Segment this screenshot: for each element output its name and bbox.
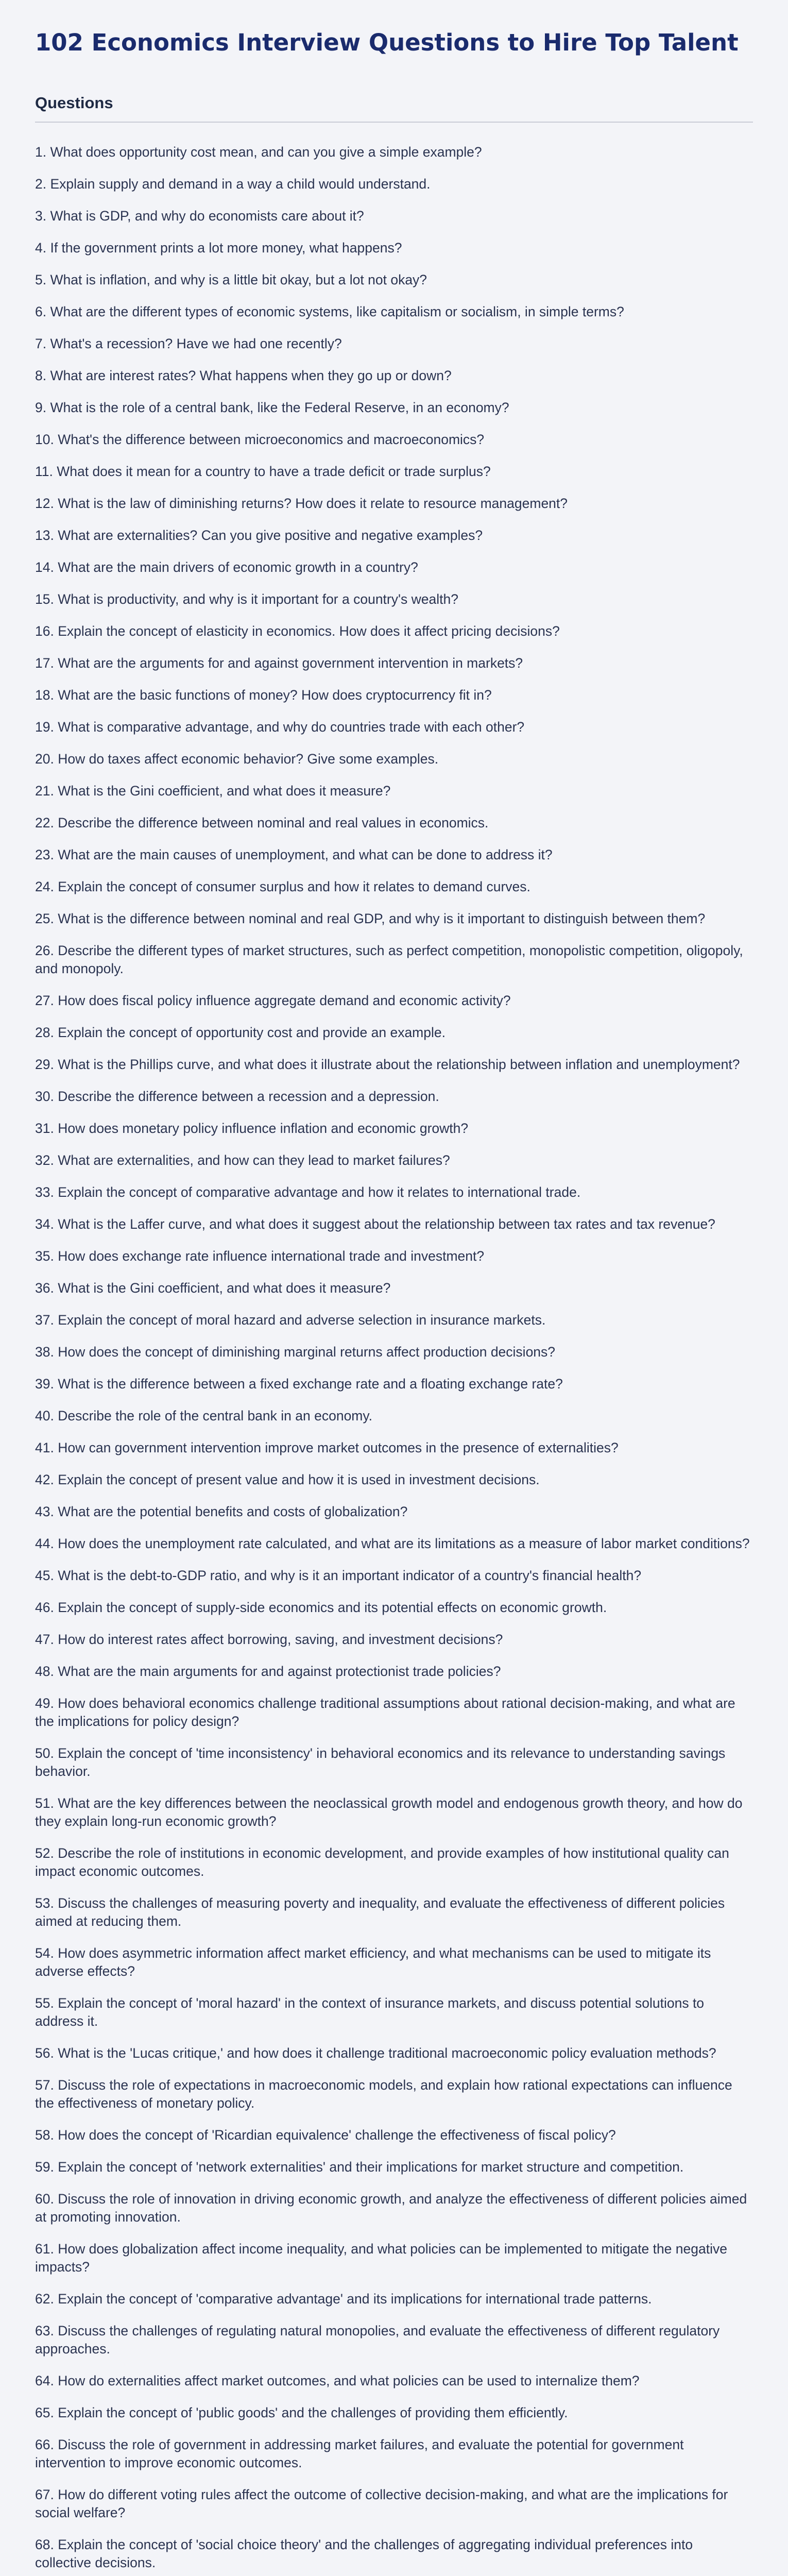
question-item: 33. Explain the concept of comparative advantage and how it relates to international trade. bbox=[35, 1184, 581, 1200]
question-item: 38. How does the concept of diminishing marginal returns affect production decisions? bbox=[35, 1344, 556, 1360]
question-item: 9. What is the role of a central bank, like the Federal Reserve, in an economy? bbox=[35, 400, 509, 415]
question-item: 66. Discuss the role of government in addressing market failures, and evaluate the potential for government intervention to improve economic outcomes. bbox=[35, 2437, 684, 2470]
question-item: 11. What does it mean for a country to have a trade deficit or trade surplus? bbox=[35, 464, 491, 479]
question-item: 7. What's a recession? Have we had one recently? bbox=[35, 336, 342, 351]
question-item: 30. Describe the difference between a recession and a depression. bbox=[35, 1089, 439, 1104]
page-title: 102 Economics Interview Questions to Hire Top Talent bbox=[35, 29, 739, 56]
question-item: 25. What is the difference between nominal and real GDP, and why is it important to distinguish between them? bbox=[35, 911, 706, 926]
question-item: 34. What is the Laffer curve, and what does it suggest about the relationship between tax rates and tax revenue? bbox=[35, 1216, 715, 1232]
question-item: 61. How does globalization affect income inequality, and what policies can be implemented to mitigate the negative impacts? bbox=[35, 2241, 727, 2275]
question-list bbox=[35, 143, 753, 2576]
question-item: 28. Explain the concept of opportunity cost and provide an example. bbox=[35, 1025, 446, 1040]
question-item: 14. What are the main drivers of economic growth in a country? bbox=[35, 560, 418, 575]
question-item: 67. How do different voting rules affect the outcome of collective decision-making, and what are the implications for social welfare? bbox=[35, 2487, 728, 2520]
question-item: 32. What are externalities, and how can they lead to market failures? bbox=[35, 1153, 450, 1168]
question-item: 6. What are the different types of economic systems, like capitalism or socialism, in simple terms? bbox=[35, 304, 624, 319]
question-item: 49. How does behavioral economics challenge traditional assumptions about rational decision-making, and what are the implications for policy design? bbox=[35, 1696, 735, 1729]
question-item: 58. How does the concept of 'Ricardian equivalence' challenge the effectiveness of fiscal policy? bbox=[35, 2127, 616, 2143]
question-item: 60. Discuss the role of innovation in driving economic growth, and analyze the effectiveness of different policies aimed at promoting innovation. bbox=[35, 2191, 747, 2225]
question-item: 39. What is the difference between a fixed exchange rate and a floating exchange rate? bbox=[35, 1376, 563, 1392]
question-item: 68. Explain the concept of 'social choice theory' and the challenges of aggregating individual preferences into collective decisions. bbox=[35, 2537, 693, 2570]
question-item: 40. Describe the role of the central bank in an economy. bbox=[35, 1408, 373, 1423]
question-item: 8. What are interest rates? What happens when they go up or down? bbox=[35, 368, 452, 383]
question-item: 31. How does monetary policy influence inflation and economic growth? bbox=[35, 1121, 469, 1136]
question-item: 24. Explain the concept of consumer surplus and how it relates to demand curves. bbox=[35, 879, 530, 894]
question-item: 44. How does the unemployment rate calculated, and what are its limitations as a measure of labor market conditions? bbox=[35, 1536, 750, 1551]
question-item: 16. Explain the concept of elasticity in economics. How does it affect pricing decisions? bbox=[35, 623, 560, 639]
question-item: 29. What is the Phillips curve, and what does it illustrate about the relationship between inflation and unemployment? bbox=[35, 1057, 740, 1072]
question-item: 42. Explain the concept of present value and how it is used in investment decisions. bbox=[35, 1472, 540, 1487]
question-item: 19. What is comparative advantage, and why do countries trade with each other? bbox=[35, 719, 525, 735]
question-item: 22. Describe the difference between nominal and real values in economics. bbox=[35, 815, 489, 831]
question-item: 64. How do externalities affect market outcomes, and what policies can be used to internalize them? bbox=[35, 2373, 640, 2388]
question-item: 17. What are the arguments for and against government intervention in markets? bbox=[35, 655, 523, 671]
question-item: 13. What are externalities? Can you give positive and negative examples? bbox=[35, 528, 483, 543]
question-item: 53. Discuss the challenges of measuring poverty and inequality, and evaluate the effectiveness of different policies aimed at reducing them. bbox=[35, 1895, 725, 1929]
question-item: 3. What is GDP, and why do economists care about it? bbox=[35, 208, 364, 224]
question-item: 37. Explain the concept of moral hazard and adverse selection in insurance markets. bbox=[35, 1312, 546, 1328]
question-item: 23. What are the main causes of unemployment, and what can be done to address it? bbox=[35, 847, 553, 862]
question-item: 4. If the government prints a lot more money, what happens? bbox=[35, 240, 402, 256]
question-item: 18. What are the basic functions of money? How does cryptocurrency fit in? bbox=[35, 687, 492, 703]
question-item: 20. How do taxes affect economic behavior? Give some examples. bbox=[35, 751, 439, 767]
question-item: 46. Explain the concept of supply-side economics and its potential effects on economic growth. bbox=[35, 1600, 607, 1615]
question-item: 10. What's the difference between microeconomics and macroeconomics? bbox=[35, 432, 485, 447]
section-heading: Questions bbox=[35, 94, 753, 123]
question-item: 59. Explain the concept of 'network externalities' and their implications for market structure and competition. bbox=[35, 2159, 684, 2175]
question-item: 54. How does asymmetric information affect market efficiency, and what mechanisms can be used to mitigate its adverse effects? bbox=[35, 1945, 711, 1979]
question-item: 26. Describe the different types of market structures, such as perfect competition, monopolistic competition, oligopoly, and monopoly. bbox=[35, 943, 743, 976]
question-item: 47. How do interest rates affect borrowing, saving, and investment decisions? bbox=[35, 1632, 503, 1647]
question-item: 52. Describe the role of institutions in economic development, and provide examples of how institutional quality can impact economic outcomes. bbox=[35, 1845, 729, 1879]
question-item: 43. What are the potential benefits and costs of globalization? bbox=[35, 1504, 408, 1519]
question-item: 2. Explain supply and demand in a way a child would understand. bbox=[35, 176, 431, 192]
question-item: 63. Discuss the challenges of regulating natural monopolies, and evaluate the effectiveness of different regulatory approaches. bbox=[35, 2323, 720, 2357]
question-item: 65. Explain the concept of 'public goods' and the challenges of providing them efficiently. bbox=[35, 2405, 568, 2420]
question-item: 27. How does fiscal policy influence aggregate demand and economic activity? bbox=[35, 993, 511, 1008]
question-item: 55. Explain the concept of 'moral hazard' in the context of insurance markets, and discuss potential solutions to address it. bbox=[35, 1995, 705, 2029]
question-item: 35. How does exchange rate influence international trade and investment? bbox=[35, 1248, 485, 1264]
question-item: 36. What is the Gini coefficient, and what does it measure? bbox=[35, 1280, 391, 1296]
question-item: 5. What is inflation, and why is a little bit okay, but a lot not okay? bbox=[35, 272, 427, 287]
question-item: 45. What is the debt-to-GDP ratio, and why is it an important indicator of a country's financial health? bbox=[35, 1568, 642, 1583]
question-item: 15. What is productivity, and why is it important for a country's wealth? bbox=[35, 591, 459, 607]
question-item: 21. What is the Gini coefficient, and what does it measure? bbox=[35, 783, 391, 799]
question-item: 48. What are the main arguments for and against protectionist trade policies? bbox=[35, 1664, 501, 1679]
question-item: 12. What is the law of diminishing returns? How does it relate to resource management? bbox=[35, 496, 568, 511]
question-item: 62. Explain the concept of 'comparative advantage' and its implications for international trade patterns. bbox=[35, 2291, 652, 2307]
question-item: 1. What does opportunity cost mean, and can you give a simple example? bbox=[35, 144, 482, 160]
question-item: 41. How can government intervention improve market outcomes in the presence of externalities? bbox=[35, 1440, 619, 1455]
question-item: 57. Discuss the role of expectations in macroeconomic models, and explain how rational expectations can influence the effectiveness of monetary policy. bbox=[35, 2077, 732, 2111]
question-item: 56. What is the 'Lucas critique,' and how does it challenge traditional macroeconomic policy evaluation methods? bbox=[35, 2045, 716, 2061]
question-item: 50. Explain the concept of 'time inconsistency' in behavioral economics and its relevance to understanding savings behavior. bbox=[35, 1745, 726, 1779]
question-item: 51. What are the key differences between the neoclassical growth model and endogenous growth theory, and how do they explain long-run economic growth? bbox=[35, 1795, 743, 1829]
